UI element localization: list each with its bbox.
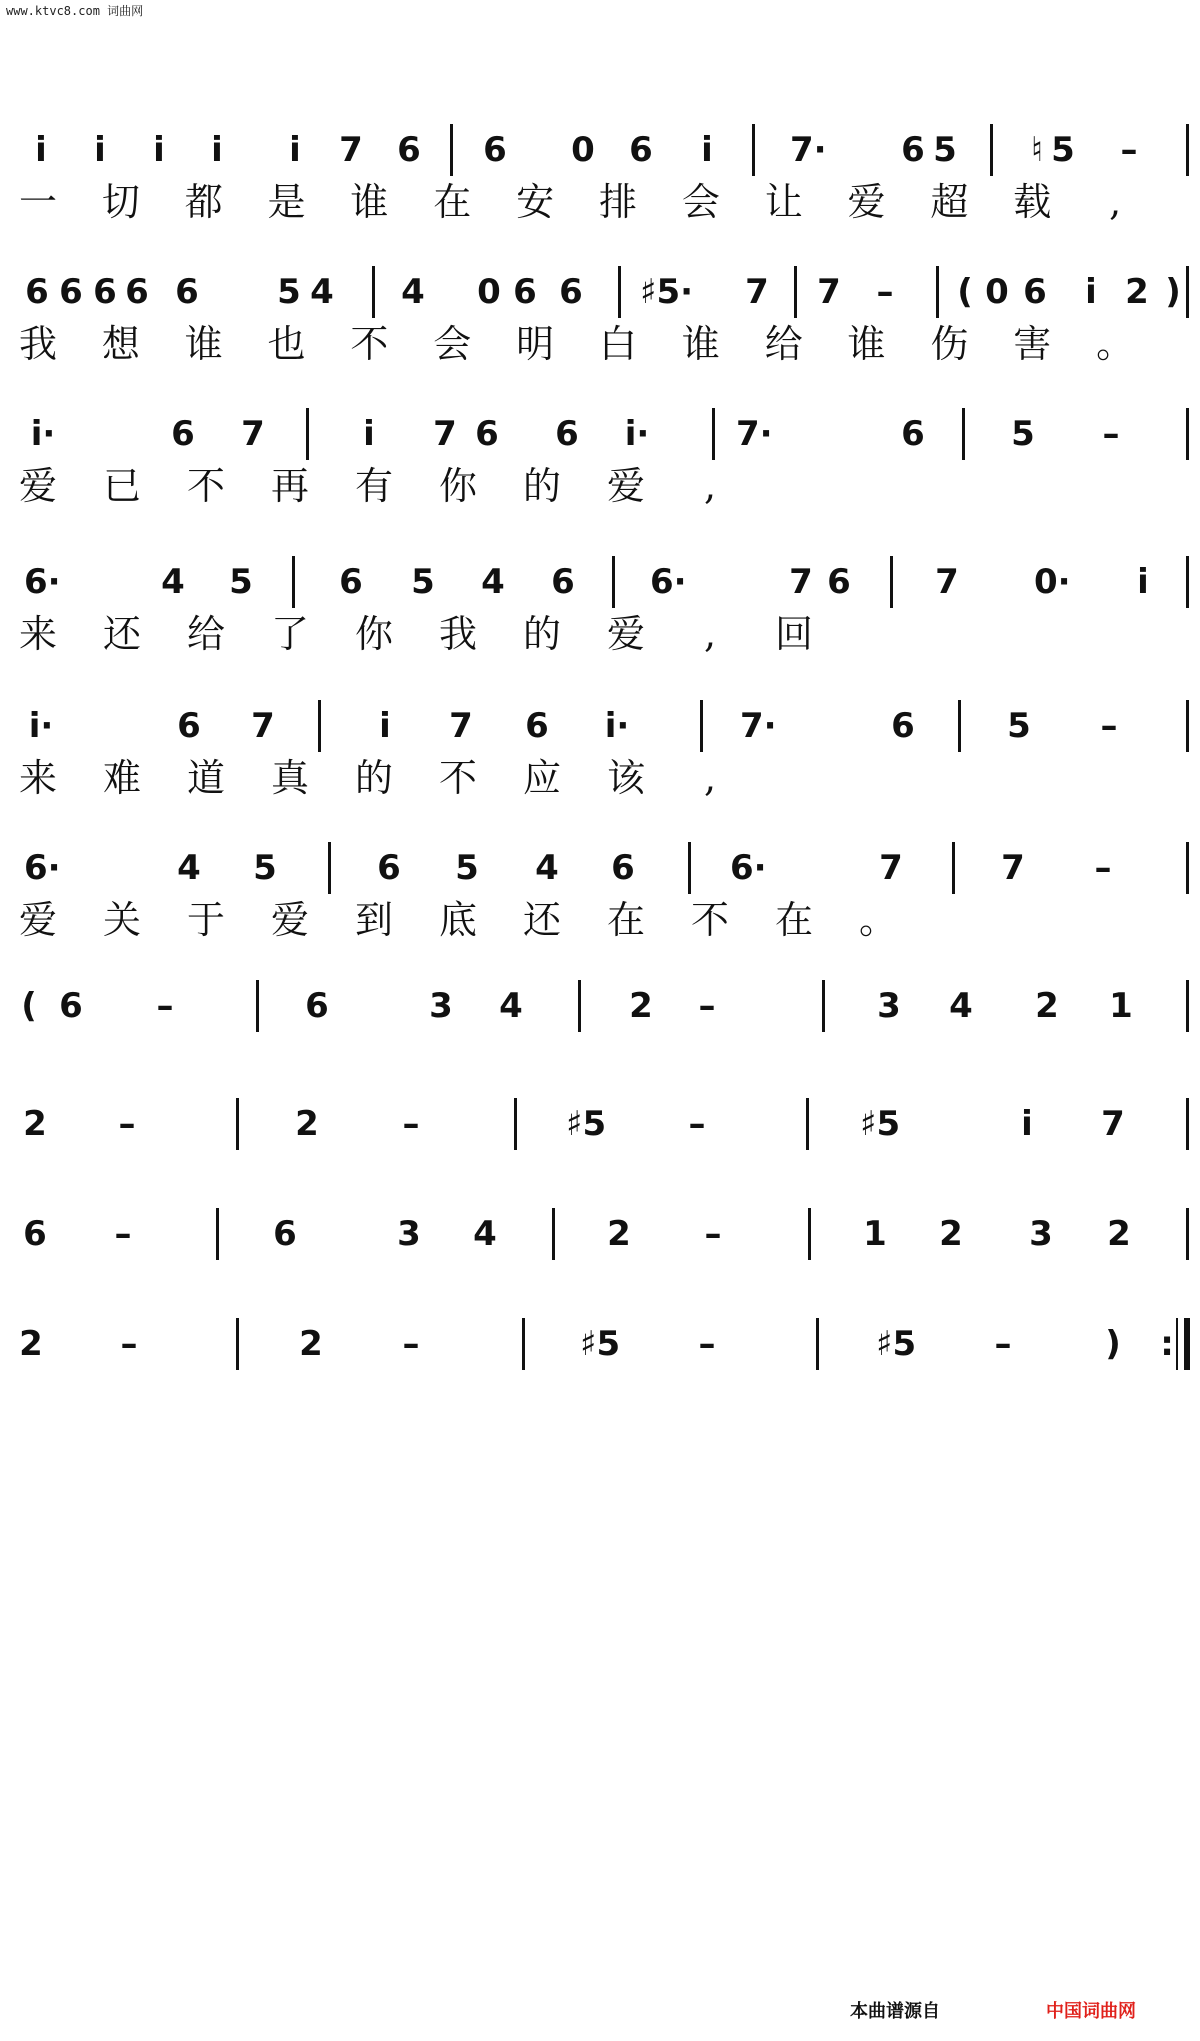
note: 7 bbox=[449, 706, 473, 746]
note: ( bbox=[957, 272, 973, 312]
note: 6 bbox=[827, 562, 851, 602]
note: 6 bbox=[611, 848, 635, 888]
bar-line bbox=[1186, 556, 1189, 608]
note: 5 bbox=[229, 562, 253, 602]
lyric-char: 不 bbox=[186, 464, 225, 508]
lyric-char: 爱 bbox=[847, 180, 886, 224]
bar-line bbox=[1186, 408, 1189, 460]
note: 6 bbox=[513, 272, 537, 312]
lyric-char: 谁 bbox=[847, 322, 886, 366]
note: – bbox=[1120, 130, 1138, 170]
note: 6 bbox=[175, 272, 199, 312]
lyric-char: 爱 bbox=[18, 464, 57, 508]
bar-line bbox=[1186, 980, 1189, 1032]
note: 6 bbox=[551, 562, 575, 602]
lyric-char: 都 bbox=[184, 180, 223, 224]
note: 6 bbox=[559, 272, 583, 312]
note: ♯5 bbox=[566, 1104, 607, 1144]
bar-line bbox=[962, 408, 965, 460]
note: ) bbox=[1165, 272, 1181, 312]
bar-line bbox=[292, 556, 295, 608]
note: 6 bbox=[901, 130, 925, 170]
note: 7 bbox=[879, 848, 903, 888]
lyric-char: 有 bbox=[354, 464, 393, 508]
note: 6 bbox=[555, 414, 579, 454]
lyric-char: 在 bbox=[433, 180, 472, 224]
bar-line bbox=[1186, 700, 1189, 752]
note: 7 bbox=[745, 272, 769, 312]
lyric-char: , bbox=[703, 464, 717, 508]
note: 7 bbox=[1001, 848, 1025, 888]
bar-line bbox=[822, 980, 825, 1032]
note: 3 bbox=[397, 1214, 421, 1254]
note: i bbox=[379, 706, 391, 746]
lyric-char: 排 bbox=[598, 180, 637, 224]
lyric-char: 在 bbox=[606, 898, 645, 942]
lyric-char: 白 bbox=[598, 322, 637, 366]
note: 6 bbox=[59, 986, 83, 1026]
lyric-char: 明 bbox=[516, 322, 555, 366]
bar-line bbox=[816, 1318, 819, 1370]
lyric-char: , bbox=[703, 612, 717, 656]
bar-line bbox=[958, 700, 961, 752]
lyric-char: 该 bbox=[606, 756, 645, 800]
note: 0 bbox=[571, 130, 595, 170]
bar-line bbox=[236, 1098, 239, 1150]
lyric-char: 底 bbox=[438, 898, 477, 942]
bar-line bbox=[612, 556, 615, 608]
lyric-char: 来 bbox=[18, 612, 57, 656]
bar-line bbox=[236, 1318, 239, 1370]
note: 2 bbox=[1107, 1214, 1131, 1254]
note: 3 bbox=[429, 986, 453, 1026]
note: – bbox=[994, 1324, 1012, 1364]
note: – bbox=[120, 1324, 138, 1364]
lyric-char: 在 bbox=[774, 898, 813, 942]
lyric-char: 应 bbox=[522, 756, 561, 800]
note: 2 bbox=[1125, 272, 1149, 312]
note: 7 bbox=[251, 706, 275, 746]
note: 6 bbox=[23, 1214, 47, 1254]
note: 2 bbox=[295, 1104, 319, 1144]
bar-line bbox=[522, 1318, 525, 1370]
note: i· bbox=[624, 414, 650, 454]
lyric-char: 的 bbox=[354, 756, 393, 800]
note: 6 bbox=[305, 986, 329, 1026]
note: 4 bbox=[499, 986, 523, 1026]
lyric-char: 伤 bbox=[930, 322, 969, 366]
lyric-char: 爱 bbox=[606, 612, 645, 656]
bar-line bbox=[372, 266, 375, 318]
note: ) bbox=[1105, 1324, 1121, 1364]
bar-line bbox=[306, 408, 309, 460]
note: 5 bbox=[411, 562, 435, 602]
note: 6 bbox=[891, 706, 915, 746]
note: 7 bbox=[1101, 1104, 1125, 1144]
lyric-char: 关 bbox=[102, 898, 141, 942]
lyric-char: 的 bbox=[522, 612, 561, 656]
note: 0· bbox=[1034, 562, 1071, 602]
note: 6 bbox=[125, 272, 149, 312]
note: 6 bbox=[177, 706, 201, 746]
note: 3 bbox=[877, 986, 901, 1026]
note: i· bbox=[28, 706, 54, 746]
note: 4 bbox=[177, 848, 201, 888]
note: 4 bbox=[481, 562, 505, 602]
note: 2 bbox=[23, 1104, 47, 1144]
note: 7 bbox=[241, 414, 265, 454]
note: 5 bbox=[1011, 414, 1035, 454]
note: 2 bbox=[19, 1324, 43, 1364]
footer-brand-link[interactable]: 中国词曲网 bbox=[1046, 2001, 1136, 2022]
note: 4 bbox=[161, 562, 185, 602]
footer-source-label: 本曲谱源自 bbox=[850, 2001, 940, 2022]
note: 0 bbox=[477, 272, 501, 312]
note: 7 bbox=[789, 562, 813, 602]
lyric-char: 会 bbox=[681, 180, 720, 224]
note: 1 bbox=[1109, 986, 1133, 1026]
note: 3 bbox=[1029, 1214, 1053, 1254]
note: – bbox=[1100, 706, 1118, 746]
bar-line bbox=[1186, 842, 1189, 894]
lyric-char: 载 bbox=[1013, 180, 1052, 224]
note: 6 bbox=[25, 272, 49, 312]
note: 1 bbox=[863, 1214, 887, 1254]
lyric-char: 一 bbox=[18, 180, 57, 224]
lyric-char: 来 bbox=[18, 756, 57, 800]
bar-line bbox=[1186, 124, 1189, 176]
note: 6 bbox=[901, 414, 925, 454]
bar-line bbox=[688, 842, 691, 894]
note: 6 bbox=[483, 130, 507, 170]
lyric-char: 会 bbox=[433, 322, 472, 366]
note: 6 bbox=[629, 130, 653, 170]
note: 6 bbox=[93, 272, 117, 312]
lyric-char: 是 bbox=[267, 180, 306, 224]
note: 6 bbox=[397, 130, 421, 170]
note: i bbox=[211, 130, 223, 170]
lyric-char: 回 bbox=[774, 612, 813, 656]
lyric-char: 谁 bbox=[350, 180, 389, 224]
lyric-char: 不 bbox=[350, 322, 389, 366]
lyric-char: 还 bbox=[522, 898, 561, 942]
note: 6· bbox=[730, 848, 767, 888]
note: i bbox=[1085, 272, 1097, 312]
lyric-char: 你 bbox=[438, 464, 477, 508]
lyric-char: 爱 bbox=[606, 464, 645, 508]
note: 5 bbox=[933, 130, 957, 170]
lyric-char: 爱 bbox=[270, 898, 309, 942]
note: – bbox=[114, 1214, 132, 1254]
lyric-char: 真 bbox=[270, 756, 309, 800]
lyric-char: 已 bbox=[102, 464, 141, 508]
lyric-char: 到 bbox=[354, 898, 393, 942]
lyric-char: 。 bbox=[858, 898, 897, 942]
bar-line bbox=[1186, 1208, 1189, 1260]
lyric-char: 超 bbox=[930, 180, 969, 224]
lyric-char: , bbox=[1109, 180, 1122, 224]
note: – bbox=[876, 272, 894, 312]
repeat-bar-thick bbox=[1184, 1318, 1190, 1370]
bar-line bbox=[712, 408, 715, 460]
lyric-char: 想 bbox=[101, 322, 140, 366]
note: 7 bbox=[935, 562, 959, 602]
lyric-char: 。 bbox=[1096, 322, 1135, 366]
bar-line bbox=[450, 124, 453, 176]
lyric-char: 不 bbox=[438, 756, 477, 800]
note: – bbox=[698, 986, 716, 1026]
note: ♯5 bbox=[580, 1324, 621, 1364]
lyric-char: 爱 bbox=[18, 898, 57, 942]
note: i bbox=[363, 414, 375, 454]
lyric-char: 让 bbox=[764, 180, 803, 224]
bar-line bbox=[618, 266, 621, 318]
lyric-char: 谁 bbox=[184, 322, 223, 366]
note: – bbox=[688, 1104, 706, 1144]
note: i bbox=[701, 130, 713, 170]
lyric-char: 给 bbox=[764, 322, 803, 366]
bar-line bbox=[1186, 1098, 1189, 1150]
lyric-char: 安 bbox=[516, 180, 555, 224]
lyric-char: 我 bbox=[18, 322, 57, 366]
note: – bbox=[704, 1214, 722, 1254]
note: 4 bbox=[473, 1214, 497, 1254]
note: – bbox=[402, 1104, 420, 1144]
bar-line bbox=[808, 1208, 811, 1260]
note: – bbox=[402, 1324, 420, 1364]
note: ( bbox=[21, 986, 37, 1026]
lyric-char: 也 bbox=[267, 322, 306, 366]
lyric-char: 你 bbox=[354, 612, 393, 656]
repeat-colon: : bbox=[1160, 1324, 1174, 1364]
note: 2 bbox=[607, 1214, 631, 1254]
bar-line bbox=[700, 700, 703, 752]
lyric-char: 再 bbox=[270, 464, 309, 508]
note: i· bbox=[604, 706, 630, 746]
bar-line bbox=[890, 556, 893, 608]
bar-line bbox=[794, 266, 797, 318]
bar-line bbox=[1186, 266, 1189, 318]
lyric-char: 害 bbox=[1013, 322, 1052, 366]
bar-line bbox=[936, 266, 939, 318]
lyric-char: 还 bbox=[102, 612, 141, 656]
note: 7· bbox=[736, 414, 773, 454]
note: 5 bbox=[1007, 706, 1031, 746]
note: 6· bbox=[24, 848, 61, 888]
note: 2 bbox=[1035, 986, 1059, 1026]
note: 7 bbox=[339, 130, 363, 170]
note: ♯5 bbox=[876, 1324, 917, 1364]
note: 7· bbox=[790, 130, 827, 170]
note: i bbox=[289, 130, 301, 170]
lyric-char: 道 bbox=[186, 756, 225, 800]
note: 4 bbox=[535, 848, 559, 888]
note: 6 bbox=[1023, 272, 1047, 312]
note: ♮ bbox=[1030, 130, 1044, 170]
bar-line bbox=[578, 980, 581, 1032]
bar-line bbox=[806, 1098, 809, 1150]
lyric-char: 切 bbox=[101, 180, 140, 224]
lyric-char: 谁 bbox=[681, 322, 720, 366]
note: i bbox=[94, 130, 106, 170]
note: 6 bbox=[339, 562, 363, 602]
bar-line bbox=[328, 842, 331, 894]
note: 4 bbox=[310, 272, 334, 312]
lyric-char: 的 bbox=[522, 464, 561, 508]
bar-line bbox=[256, 980, 259, 1032]
lyric-char: 给 bbox=[186, 612, 225, 656]
bar-line bbox=[514, 1098, 517, 1150]
bar-line bbox=[952, 842, 955, 894]
note: 6 bbox=[377, 848, 401, 888]
lyric-char: 难 bbox=[102, 756, 141, 800]
note: 2 bbox=[629, 986, 653, 1026]
note: i bbox=[1137, 562, 1149, 602]
note: 4 bbox=[949, 986, 973, 1026]
note: 4 bbox=[401, 272, 425, 312]
bar-line bbox=[216, 1208, 219, 1260]
note: 0 bbox=[985, 272, 1009, 312]
note: 7· bbox=[740, 706, 777, 746]
lyric-char: 我 bbox=[438, 612, 477, 656]
note: – bbox=[1102, 414, 1120, 454]
note: i bbox=[35, 130, 47, 170]
note: – bbox=[1094, 848, 1112, 888]
note: i bbox=[1021, 1104, 1033, 1144]
note: 2 bbox=[299, 1324, 323, 1364]
note: 5 bbox=[277, 272, 301, 312]
note: 6 bbox=[525, 706, 549, 746]
note: 6 bbox=[171, 414, 195, 454]
note: – bbox=[698, 1324, 716, 1364]
note: 6 bbox=[59, 272, 83, 312]
note: 5 bbox=[253, 848, 277, 888]
note: 7 bbox=[817, 272, 841, 312]
lyric-char: 于 bbox=[186, 898, 225, 942]
bar-line bbox=[552, 1208, 555, 1260]
note: 5 bbox=[455, 848, 479, 888]
note: 6 bbox=[273, 1214, 297, 1254]
bar-line bbox=[990, 124, 993, 176]
note: 6· bbox=[650, 562, 687, 602]
note: i· bbox=[30, 414, 56, 454]
lyric-char: 了 bbox=[270, 612, 309, 656]
note: 5 bbox=[1051, 130, 1075, 170]
site-watermark: www.ktvc8.com 词曲网 bbox=[6, 4, 144, 18]
bar-line bbox=[318, 700, 321, 752]
note: ♯5 bbox=[860, 1104, 901, 1144]
note: ♯5· bbox=[640, 272, 694, 312]
note: 7 bbox=[433, 414, 457, 454]
note: 6· bbox=[24, 562, 61, 602]
lyric-char: , bbox=[703, 756, 717, 800]
note: 2 bbox=[939, 1214, 963, 1254]
bar-line bbox=[752, 124, 755, 176]
note: – bbox=[156, 986, 174, 1026]
note: i bbox=[153, 130, 165, 170]
note: 6 bbox=[475, 414, 499, 454]
lyric-char: 不 bbox=[690, 898, 729, 942]
note: – bbox=[118, 1104, 136, 1144]
